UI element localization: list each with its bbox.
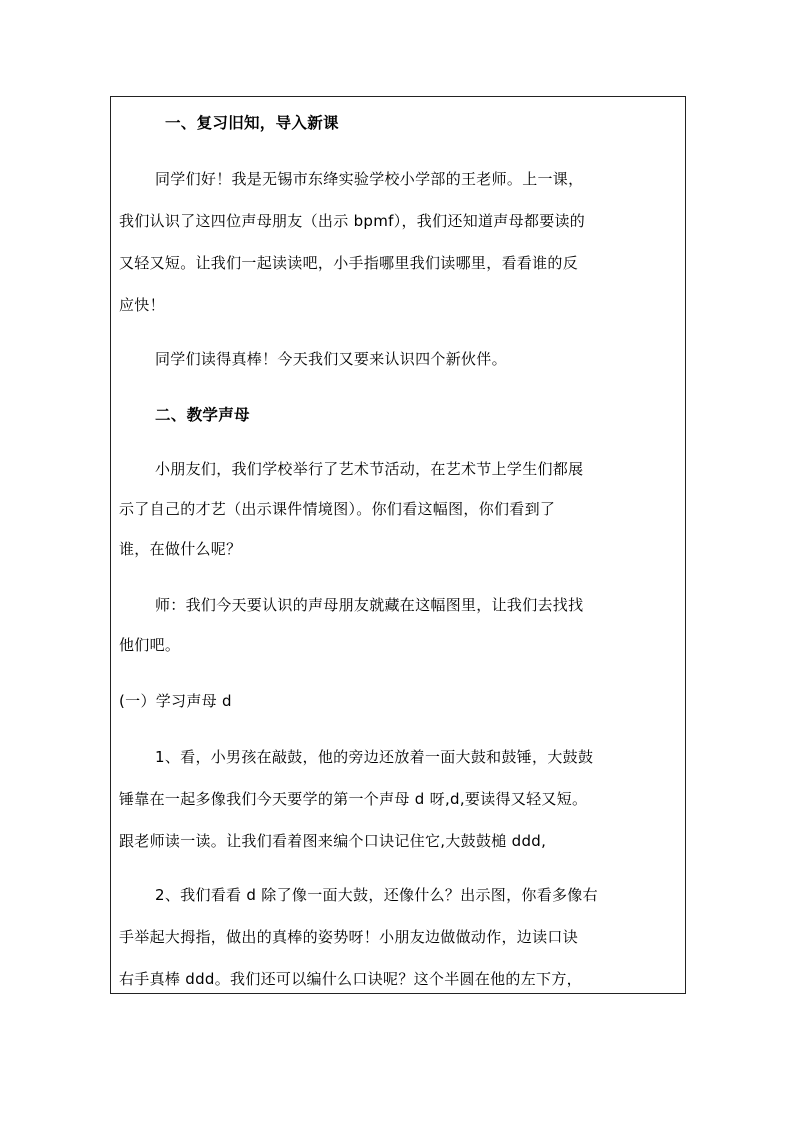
paragraph-line: 小朋友们，我们学校举行了艺术节活动，在艺术节上学生们都展 xyxy=(155,460,584,478)
paragraph-line: 谁，在做什么呢？ xyxy=(119,540,242,558)
subheading-letter-d: (一）学习声母 d xyxy=(119,692,232,710)
document-frame xyxy=(110,96,686,994)
section-heading-review: 一、复习旧知，导入新课 xyxy=(165,114,339,132)
paragraph-line: 右手真棒 ddd。我们还可以编什么口诀呢？这个半圆在他的左下方， xyxy=(119,970,582,988)
section-heading-teaching: 二、教学声母 xyxy=(155,406,250,424)
paragraph-line: 1、看，小男孩在敲鼓，他的旁边还放着一面大鼓和鼓锤，大鼓鼓 xyxy=(155,748,594,766)
paragraph-line: 他们吧。 xyxy=(119,636,181,654)
paragraph-line: 同学们好！我是无锡市东绛实验学校小学部的王老师。上一课， xyxy=(155,170,584,188)
paragraph-line: 跟老师读一读。让我们看着图来编个口诀记住它,大鼓鼓槌 ddd, xyxy=(119,832,547,850)
paragraph-line: 师：我们今天要认识的声母朋友就藏在这幅图里，让我们去找找 xyxy=(155,596,584,614)
paragraph-line: 锤靠在一起多像我们今天要学的第一个声母 d 呀,d,要读得又轻又短。 xyxy=(119,790,588,808)
paragraph-line: 又轻又短。让我们一起读读吧，小手指哪里我们读哪里，看看谁的反 xyxy=(119,254,579,272)
paragraph-line: 2、我们看看 d 除了像一面大鼓，还像什么？出示图，你看多像右 xyxy=(155,886,598,904)
paragraph-line: 我们认识了这四位声母朋友（出示 bpmf），我们还知道声母都要读的 xyxy=(119,212,586,230)
paragraph-line: 示了自己的才艺（出示课件情境图）。你们看这幅图，你们看到了 xyxy=(119,500,556,518)
paragraph-line: 手举起大拇指，做出的真棒的姿势呀！小朋友边做做动作，边读口诀 xyxy=(119,928,579,946)
paragraph-line: 应快！ xyxy=(119,296,165,314)
paragraph-line: 同学们读得真棒！今天我们又要来认识四个新伙伴。 xyxy=(155,350,507,368)
